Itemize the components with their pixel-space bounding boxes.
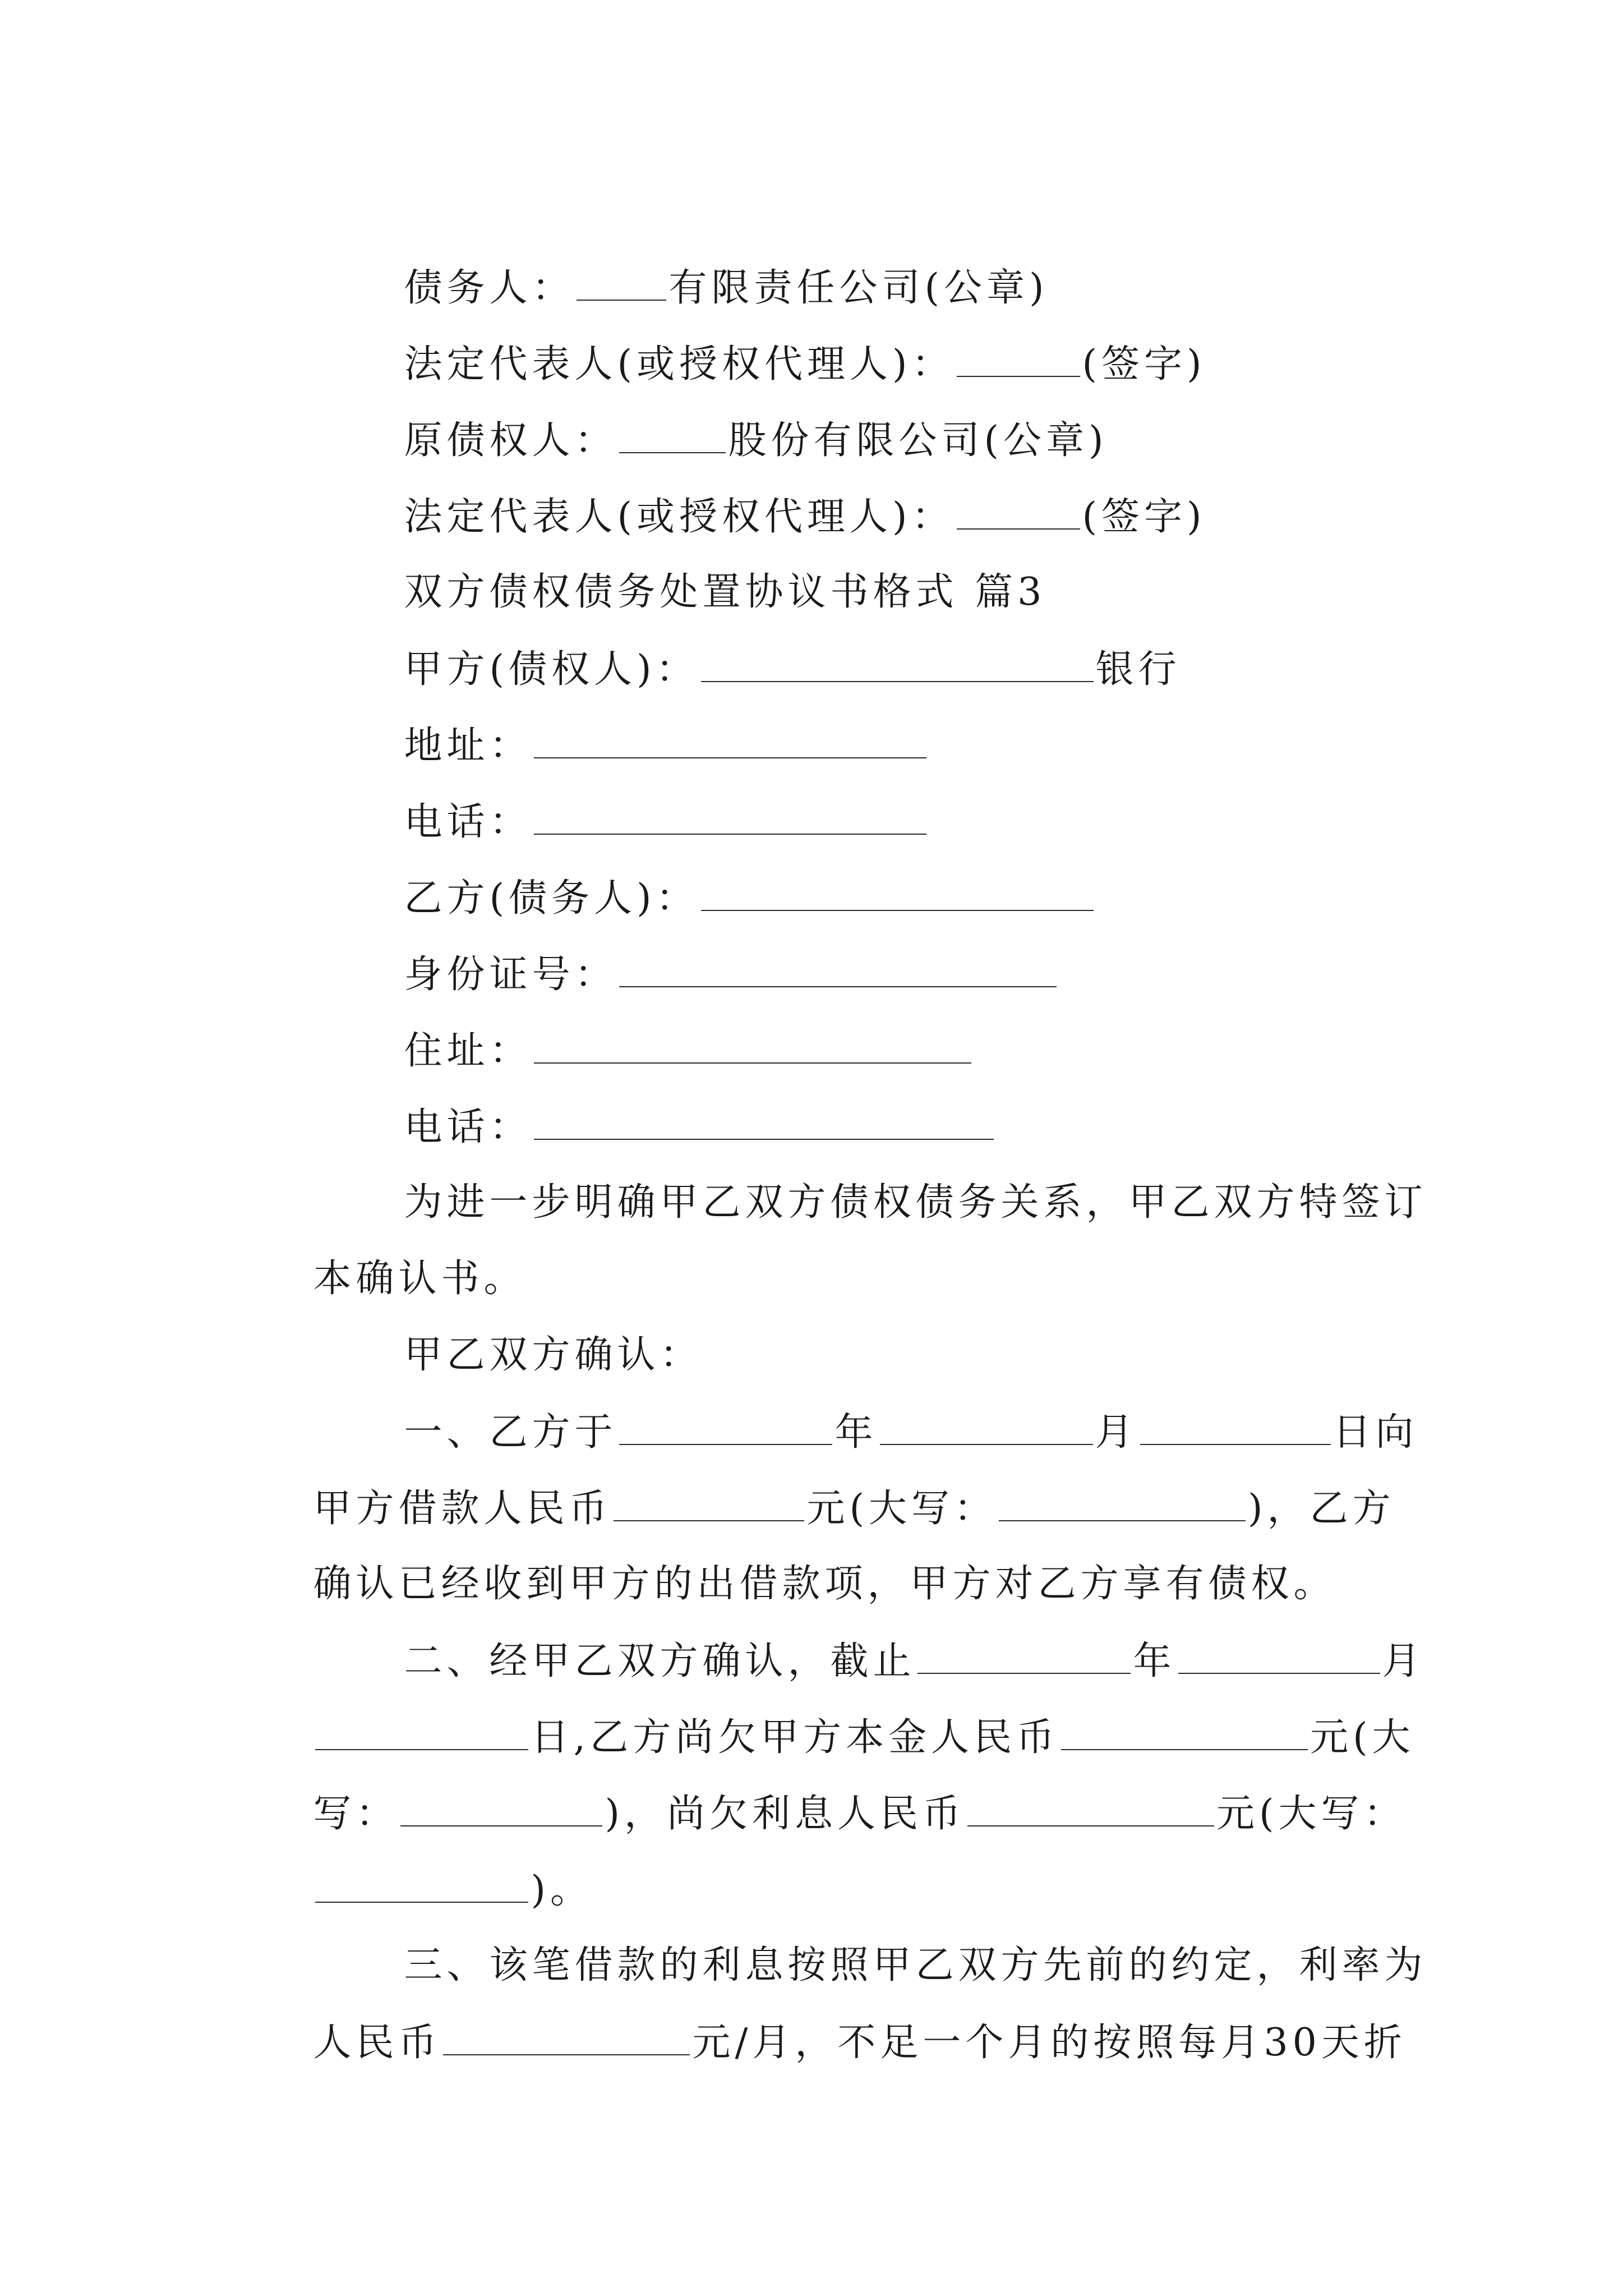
party-b-label: 乙方(债务人)： bbox=[404, 876, 699, 921]
clause-1-intro: 一、乙方于 bbox=[404, 1410, 617, 1455]
party-b-phone-label: 电话： bbox=[404, 1105, 532, 1149]
cutoff-year-label: 年 bbox=[1133, 1639, 1176, 1683]
loan-month-blank bbox=[880, 1409, 1093, 1445]
principal-owed-label: 日,乙方尚欠甲方本金人民币 bbox=[531, 1715, 1059, 1760]
loan-amount-caps-label: 元(大写： bbox=[806, 1487, 997, 1531]
party-a-phone-blank bbox=[534, 799, 926, 835]
month-label: 月 bbox=[1095, 1410, 1138, 1455]
principal-caps-blank bbox=[400, 1791, 602, 1826]
party-b-phone-blank bbox=[534, 1104, 994, 1140]
party-b-id-blank bbox=[619, 951, 1057, 987]
interest-rate-blank bbox=[443, 2019, 690, 2055]
cutoff-day-blank bbox=[315, 1714, 528, 1750]
section-heading-text: 双方债权债务处置协议书格式 篇3 bbox=[404, 570, 1046, 614]
creditor-rep-label: 法定代表人(或授权代理人)： bbox=[404, 495, 955, 539]
interest-rate-unit-text: 元/月，不足一个月的按照每月30天折 bbox=[692, 2021, 1407, 2065]
interest-caps-blank bbox=[315, 1867, 528, 1903]
principal-owed-blank bbox=[1061, 1714, 1308, 1750]
debtor-rep-label: 法定代表人(或授权代理人)： bbox=[404, 342, 955, 386]
loan-amount-label: 甲方借款人民币 bbox=[313, 1487, 612, 1531]
clause-3-text-1: 三、该笔借款的利息按照甲乙双方先前的约定，利率为 bbox=[404, 1943, 1427, 1987]
intro-paragraph-text-2: 本确认书。 bbox=[313, 1257, 527, 1301]
clause-1-continue: )，乙方 bbox=[1248, 1487, 1395, 1531]
interest-owed-label: )，尚欠利息人民币 bbox=[605, 1792, 966, 1836]
party-a-label: 甲方(债权人)： bbox=[404, 647, 699, 692]
cutoff-month-blank bbox=[1178, 1638, 1380, 1674]
loan-amount-caps-blank bbox=[999, 1485, 1246, 1521]
intro-paragraph-text-1: 为进一步明确甲乙双方债权债务关系，甲乙双方特签订 bbox=[404, 1180, 1427, 1225]
party-b-blank bbox=[701, 875, 1094, 911]
loan-day-blank bbox=[1140, 1409, 1331, 1445]
original-creditor-suffix: 股份有限公司(公章) bbox=[728, 418, 1108, 463]
creditor-rep-signature-blank bbox=[957, 494, 1080, 530]
original-creditor-blank bbox=[619, 417, 726, 453]
loan-amount-blank bbox=[614, 1485, 804, 1521]
party-a-address-label: 地址： bbox=[404, 724, 532, 768]
interest-rate-label: 人民币 bbox=[313, 2021, 441, 2065]
day-label: 日向 bbox=[1332, 1410, 1418, 1455]
debtor-company-blank bbox=[577, 265, 666, 301]
original-creditor-label: 原债权人： bbox=[404, 418, 617, 463]
debtor-company-suffix: 有限责任公司(公章) bbox=[668, 266, 1049, 310]
loan-year-blank bbox=[619, 1409, 832, 1445]
debtor-rep-signature-blank bbox=[957, 341, 1080, 377]
party-a-phone-label: 电话： bbox=[404, 800, 532, 844]
party-b-address-label: 住址： bbox=[404, 1029, 532, 1073]
principal-caps-label-continued: 写： bbox=[313, 1792, 399, 1836]
party-a-address-blank bbox=[534, 723, 926, 758]
clause-3-line-2 bbox=[247, 1975, 1407, 2110]
party-a-bank-suffix: 银行 bbox=[1095, 647, 1181, 692]
year-label: 年 bbox=[834, 1410, 878, 1455]
clause-1-conclusion: 确认已经收到甲方的出借款项，甲方对乙方享有债权。 bbox=[313, 1562, 1336, 1606]
debtor-label: 债务人： bbox=[404, 266, 575, 310]
party-a-blank bbox=[701, 646, 1094, 682]
interest-caps-label: 元(大写： bbox=[1216, 1792, 1407, 1836]
creditor-rep-sign-note: (签字) bbox=[1082, 495, 1206, 539]
principal-caps-label: 元(大 bbox=[1310, 1715, 1415, 1760]
debtor-rep-sign-note: (签字) bbox=[1082, 342, 1206, 386]
clause-2-closing: )。 bbox=[531, 1868, 593, 1912]
party-b-address-blank bbox=[534, 1028, 971, 1064]
clause-2-intro: 二、经甲乙双方确认，截止 bbox=[404, 1639, 916, 1683]
cutoff-year-blank bbox=[917, 1638, 1131, 1674]
interest-owed-blank bbox=[967, 1791, 1214, 1826]
cutoff-month-label: 月 bbox=[1382, 1639, 1425, 1683]
confirm-heading-text: 甲乙双方确认： bbox=[404, 1333, 703, 1377]
party-b-id-label: 身份证号： bbox=[404, 953, 617, 997]
